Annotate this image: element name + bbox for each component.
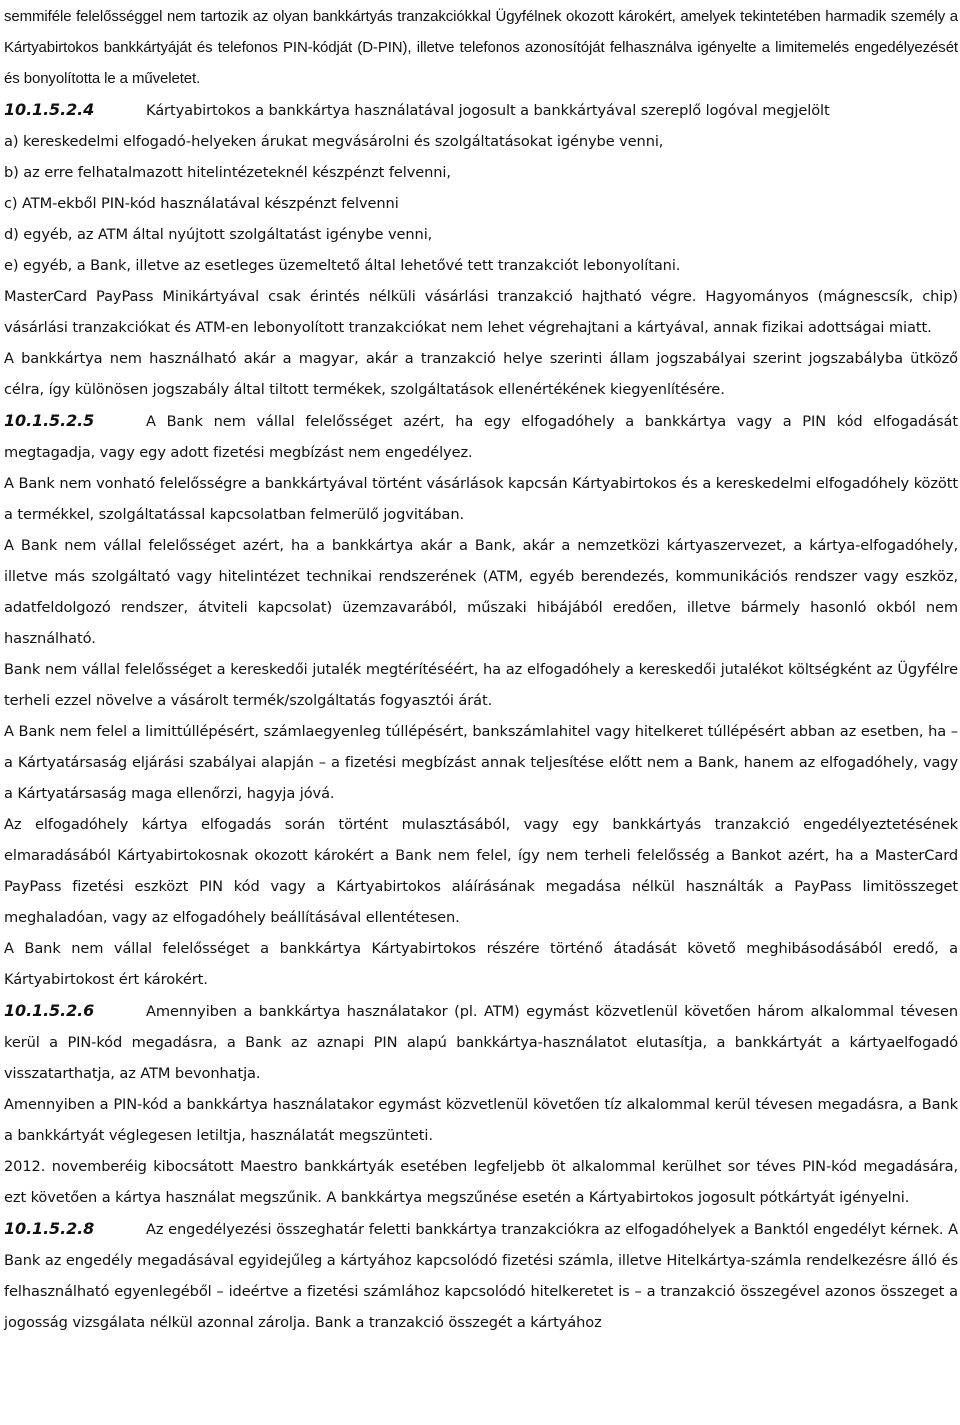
section-text: Az engedélyezési összeghatár feletti bankkártya tranzakciókra az elfogadóhelyek a Banktól engedélyt kérnek. A Bank az engedély megadásával egyidejűleg a kártyához kapcsolódó fizetési számla, illetve Hitelkártya-számla rendelkezésre álló és felhasználható egyenlegéből – ideértve a fizetési számlához kapcsolódó hitelkeretet is – a tranzakció összegével azonos összeget a jogosság vizsgálata nélkül azonnal zárolja. Bank a tranzakció összegét a kártyához — [4, 1221, 958, 1331]
list-item: e) egyéb, a Bank, illetve az esetleges üzemeltető által lehetővé tett tranzakciót lebonyolítani. — [4, 257, 681, 274]
list-item: c) ATM-ekből PIN-kód használatával készpénzt felvenni — [4, 195, 399, 212]
section-heading — [4, 995, 958, 1089]
paragraph: A Bank nem felel a limittúllépésért, számlaegyenleg túllépésért, bankszámlahitel vagy hitelkeret túllépésért abban az esetben, ha – a Kártyatársaság eljárási szabályai alapján – a fizetési megbízást annak teljesítése előtt nem a Bank, hanem az elfogadóhely, vagy a Kártyatársaság maga ellenőrzi, hagyja jóvá. — [4, 723, 958, 802]
section-number: 10.1.5.2.4 — [4, 100, 95, 119]
paragraph: MasterCard PayPass Minikártyával csak érintés nélküli vásárlási tranzakció hajtható végre. Hagyományos (mágnescsík, chip) vásárlási tranzakciókat és ATM-en lebonyolított tranzakciókat nem lehet végrehajtani a kártyával, annak fizikai adottságai miatt. — [4, 288, 958, 336]
paragraph: A Bank nem vállal felelősséget azért, ha a bankkártya akár a Bank, akár a nemzetközi kártyaszervezet, a kártya-elfogadóhely, illetve más szolgáltató vagy hitelintézet technikai rendszerének (ATM, egyéb berendezés, kommunikációs rendszer vagy eszköz, adatfeldolgozó rendszer, átviteli kapcsolat) üzemzavarából, műszaki hibájából eredően, illetve bármely hasonló okból nem használható. — [4, 537, 958, 647]
list-item: a) kereskedelmi elfogadó-helyeken árukat megvásárolni és szolgáltatásokat igénybe venni, — [4, 133, 664, 150]
section-text: Kártyabirtokos a bankkártya használatával jogosult a bankkártyával szereplő logóval megjelölt — [146, 102, 830, 119]
section-text: A Bank nem vállal felelősséget azért, ha egy elfogadóhely a bankkártya vagy a PIN kód elfogadását megtagadja, vagy egy adott fizetési megbízást nem engedélyez. — [4, 413, 958, 461]
paragraph: A bankkártya nem használható akár a magyar, akár a tranzakció helye szerinti állam jogszabályai szerint jogszabályba ütköző célra, így különösen jogszabály által tiltott termékek, szolgáltatások ellenértékének kiegyenlítésére. — [4, 350, 958, 398]
section-text: Amennyiben a bankkártya használatakor (pl. ATM) egymást közvetlenül követően három alkalommal tévesen kerül a PIN-kód megadásra, a Bank az aznapi PIN alapú bankkártya-használatot elutasítja, a bankkártyát a kártyaelfogadó visszatarthatja, az ATM bevonhatja. — [4, 1003, 958, 1082]
section-number: 10.1.5.2.6 — [4, 1001, 95, 1020]
paragraph: Bank nem vállal felelősséget a kereskedői jutalék megtérítéséért, ha az elfogadóhely a kereskedői jutalékot költségként az Ügyfélre terheli ezzel növelve a vásárolt termék/szolgáltatás fogyasztói árát. — [4, 661, 958, 709]
paragraph: semmiféle felelősséggel nem tartozik az olyan bankkártyás tranzakciókkal Ügyfélnek okozott károkért, amelyek tekintetében harmadik személy a Kártyabirtokos bankkártyáját és telefonos PIN-kódját (D-PIN), illetve telefonos azonosítóját felhasználva igényelte a limitemelés engedélyezését és bonyolította le a műveletet. — [4, 8, 958, 87]
paragraph: A Bank nem vállal felelősséget a bankkártya Kártyabirtokos részére történő átadását követő meghibásodásából eredő, a Kártyabirtokost ért károkért. — [4, 940, 958, 988]
section-heading — [4, 1213, 958, 1338]
paragraph: Az elfogadóhely kártya elfogadás során történt mulasztásából, vagy egy bankkártyás tranzakció engedélyeztetésének elmaradásából Kártyabirtokosnak okozott károkért a Bank nem felel, így nem terheli felelősség a Bankot azért, ha a MasterCard PayPass fizetési eszközt PIN kód vagy a Kártyabirtokos aláírásának megadása nélkül használták a PayPass limitösszeget meghaladóan, vagy az elfogadóhely beállításával ellentétesen. — [4, 816, 958, 926]
section-number: 10.1.5.2.5 — [4, 411, 95, 430]
paragraph: A Bank nem vonható felelősségre a bankkártyával történt vásárlások kapcsán Kártyabirtokos és a kereskedelmi elfogadóhely között a termékkel, szolgáltatással kapcsolatban felmerülő jogvitában. — [4, 475, 958, 523]
section-heading — [4, 94, 958, 126]
list-item: d) egyéb, az ATM által nyújtott szolgáltatást igénybe venni, — [4, 226, 433, 243]
list-item: b) az erre felhatalmazott hitelintézeteknél készpénzt felvenni, — [4, 164, 451, 181]
section-number: 10.1.5.2.8 — [4, 1219, 95, 1238]
document-page — [4, 0, 958, 1338]
paragraph: Amennyiben a PIN-kód a bankkártya használatakor egymást közvetlenül követően tíz alkalommal kerül tévesen megadásra, a Bank a bankkártyát véglegesen letiltja, használatát megszünteti. — [4, 1096, 958, 1144]
section-heading — [4, 405, 958, 468]
paragraph: 2012. novemberéig kibocsátott Maestro bankkártyák esetében legfeljebb öt alkalommal kerülhet sor téves PIN-kód megadására, ezt követően a kártya használat megszűnik. A bankkártya megszűnése esetén a Kártyabirtokos jogosult pótkártyát igényelni. — [4, 1158, 958, 1206]
